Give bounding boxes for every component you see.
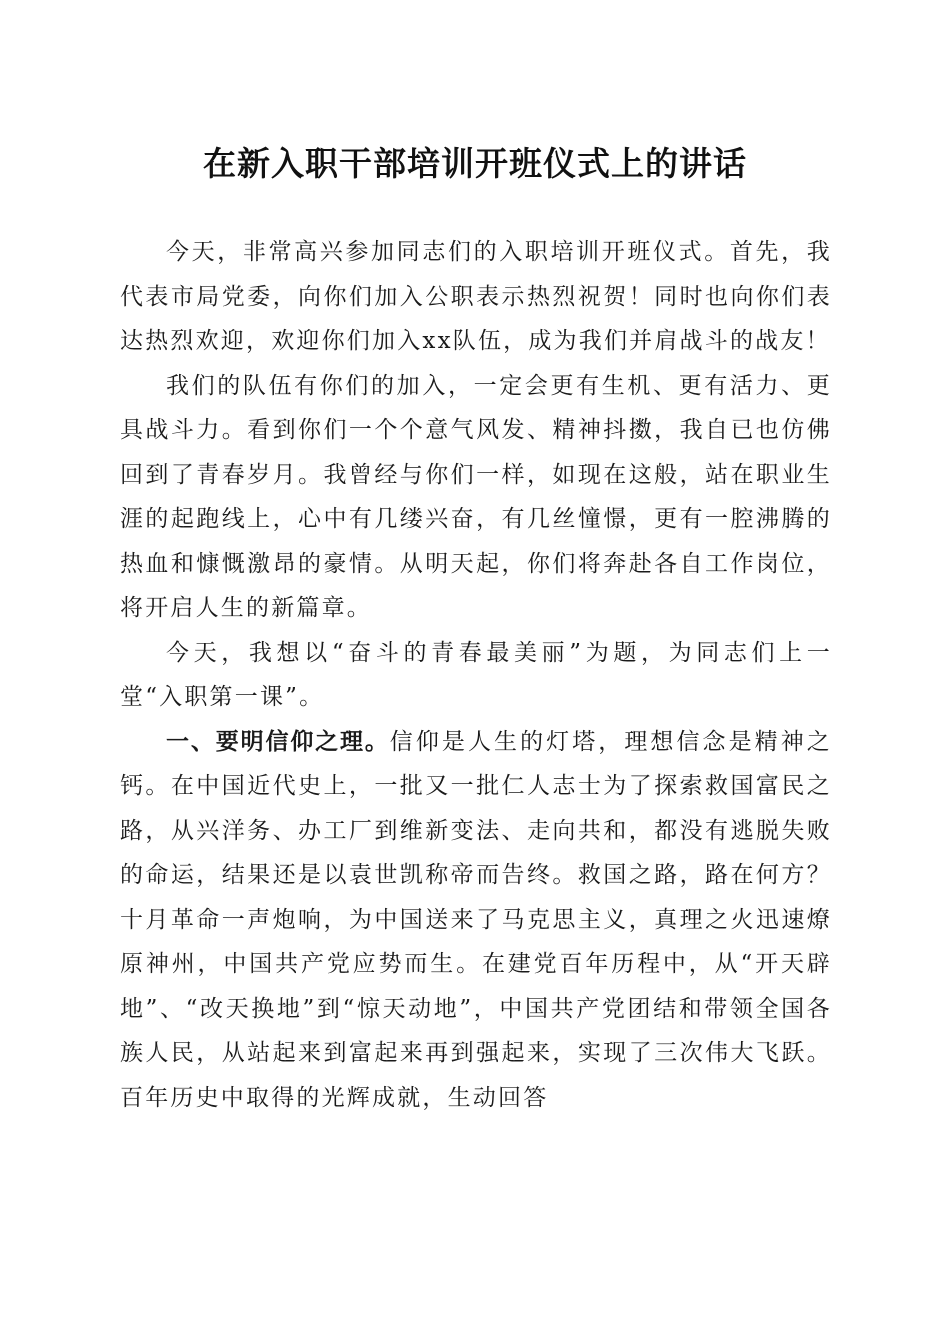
paragraph-text: 今天，非常高兴参加同志们的入职培训开班仪式。首先，我代表市局党委，向你们加入公职表示热烈祝贺！同时也向你们表达热烈欢迎，欢迎你们加入xx队伍，成为我们并肩战斗的战友！ [120,239,832,354]
paragraph-text: 信仰是人生的灯塔，理想信念是精神之钙。在中国近代史上，一批又一批仁人志士为了探索救国富民之路，从兴洋务、办工厂到维新变法、走向共和，都没有逃脱失败的命运，结果还是以袁世凯称帝而告终。救国之路，路在何方？十月革命一声炮响，为中国送来了马克思主义，真理之火迅速燎原神州，中国共产党应势而生。在建党百年历程中，从“开天辟地”、“改天换地”到“惊天动地”，中国共产党团结和带领全国各族人民，从站起来到富起来再到强起来，实现了三次伟大飞跃。百年历史中取得的光辉成就，生动回答 [120,728,833,1111]
section-heading: 一、要明信仰之理。 [166,728,390,755]
paragraph-team [120,364,832,631]
paragraph-topic [120,631,832,720]
document-title: 在新入职干部培训开班仪式上的讲话 [203,144,747,183]
document-body [120,230,832,1120]
paragraph-opening [120,230,832,364]
paragraph-text: 今天，我想以“奋斗的青春最美丽”为题，为同志们上一堂“入职第一课”。 [120,639,832,710]
paragraph-text: 我们的队伍有你们的加入，一定会更有生机、更有活力、更具战斗力。看到你们一个个意气风发、精神抖擞，我自已也仿佛回到了青春岁月。我曾经与你们一样，如现在这般，站在职业生涯的起跑线上，心中有几缕兴奋，有几丝憧憬，更有一腔沸腾的热血和慷慨激昂的豪情。从明天起，你们将奔赴各自工作岗位，将开启人生的新篇章。 [120,372,832,621]
paragraph-section-one [120,720,832,1121]
